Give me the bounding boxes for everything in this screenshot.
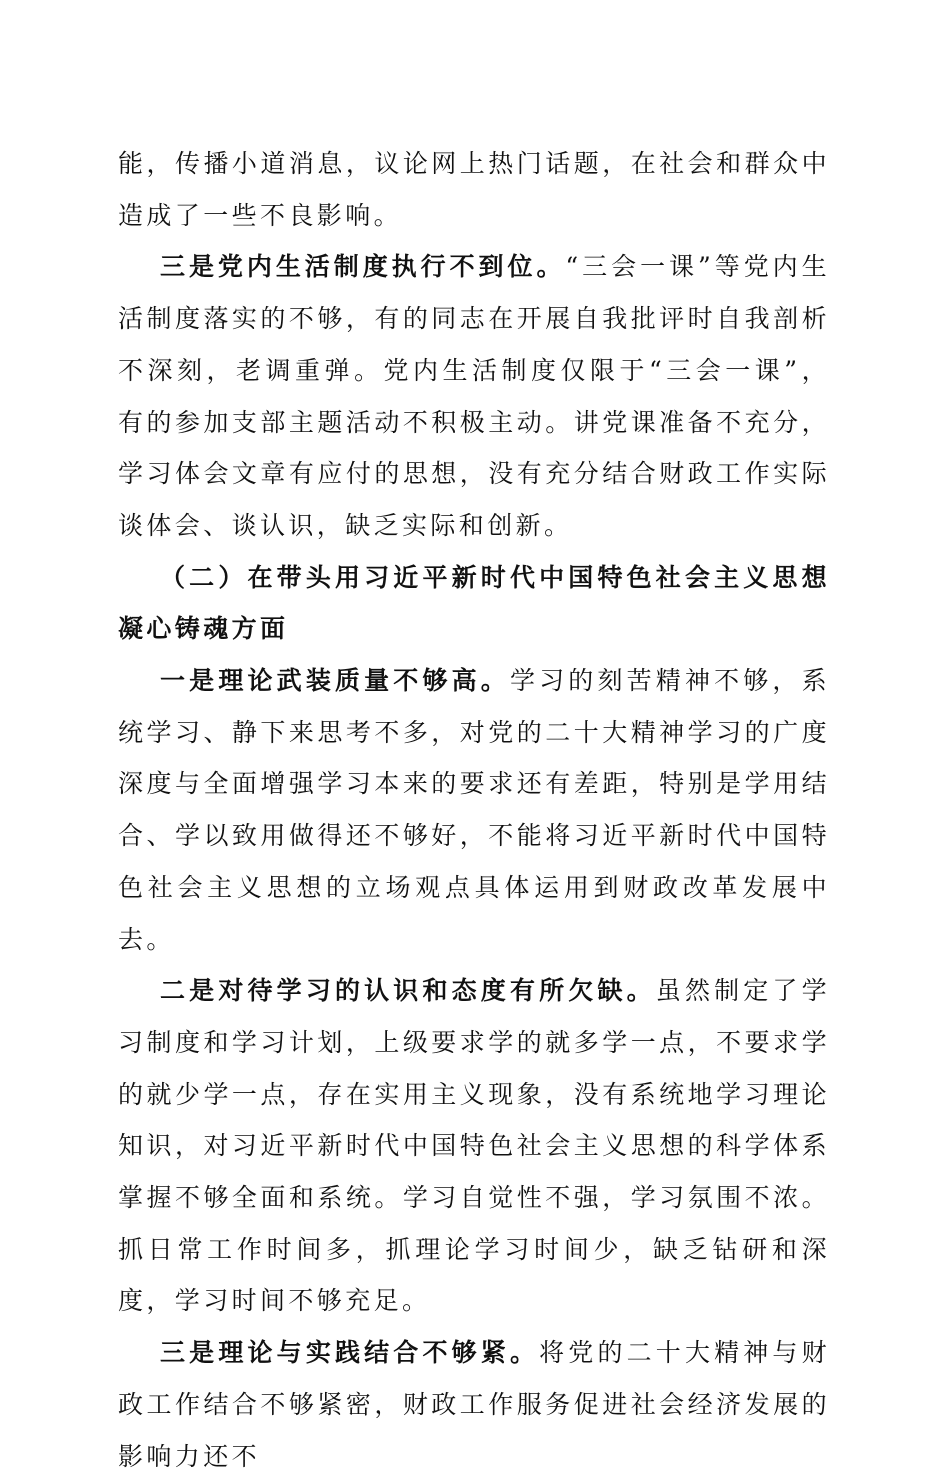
section-heading-text: （二）在带头用习近平新时代中国特色社会主义思想凝心铸魂方面 [118,562,830,644]
paragraph-text: 将党的二十大精神与财政工作结合不够紧密，财政工作服务促进社会经济发展的影响力还不 [118,1338,830,1471]
paragraph-text: “三会一课”等党内生活制度落实的不够，有的同志在开展自我批评时自我剖析不深刻，老调重弹。党内生活制度仅限于“三会一课”，有的参加支部主题活动不积极主动。讲党课准备不充分，学习体会文章有应付的思想，没有充分结合财政工作实际谈体会、谈认识，缺乏实际和创新。 [118,252,831,540]
paragraph-text: 虽然制定了学习制度和学习计划，上级要求学的就多学一点，不要求学的就少学一点，存在实用主义现象，没有系统地学习理论知识，对习近平新时代中国特色社会主义思想的科学体系掌握不够全面和系统。学习自觉性不强，学习氛围不浓。抓日常工作时间多，抓理论学习时间少，缺乏钻研和深度，学习时间不够充足。 [118,976,830,1316]
paragraph-continuation [118,138,830,241]
paragraph-lead: 一是理论武装质量不够高。 [160,666,510,696]
paragraph-text: 能，传播小道消息，议论网上热门话题，在社会和群众中造成了一些不良影响。 [118,149,830,230]
paragraph-text: 学习的刻苦精神不够，系统学习、静下来思考不多，对党的二十大精神学习的广度深度与全面增强学习本来的要求还有差距，特别是学用结合、学以致用做得还不够好，不能将习近平新时代中国特色社会主义思想的立场观点具体运用到财政改革发展中去。 [118,666,830,954]
document-page [118,138,830,1482]
section-heading [118,552,830,655]
paragraph-theory-quality [118,655,830,965]
paragraph-lead: 三是党内生活制度执行不到位。 [160,252,566,282]
paragraph-party-life-system [118,241,830,551]
paragraph-lead: 三是理论与实践结合不够紧。 [160,1338,540,1368]
paragraph-lead: 二是对待学习的认识和态度有所欠缺。 [160,976,656,1006]
paragraph-learning-attitude [118,965,830,1327]
paragraph-theory-practice [118,1327,830,1482]
